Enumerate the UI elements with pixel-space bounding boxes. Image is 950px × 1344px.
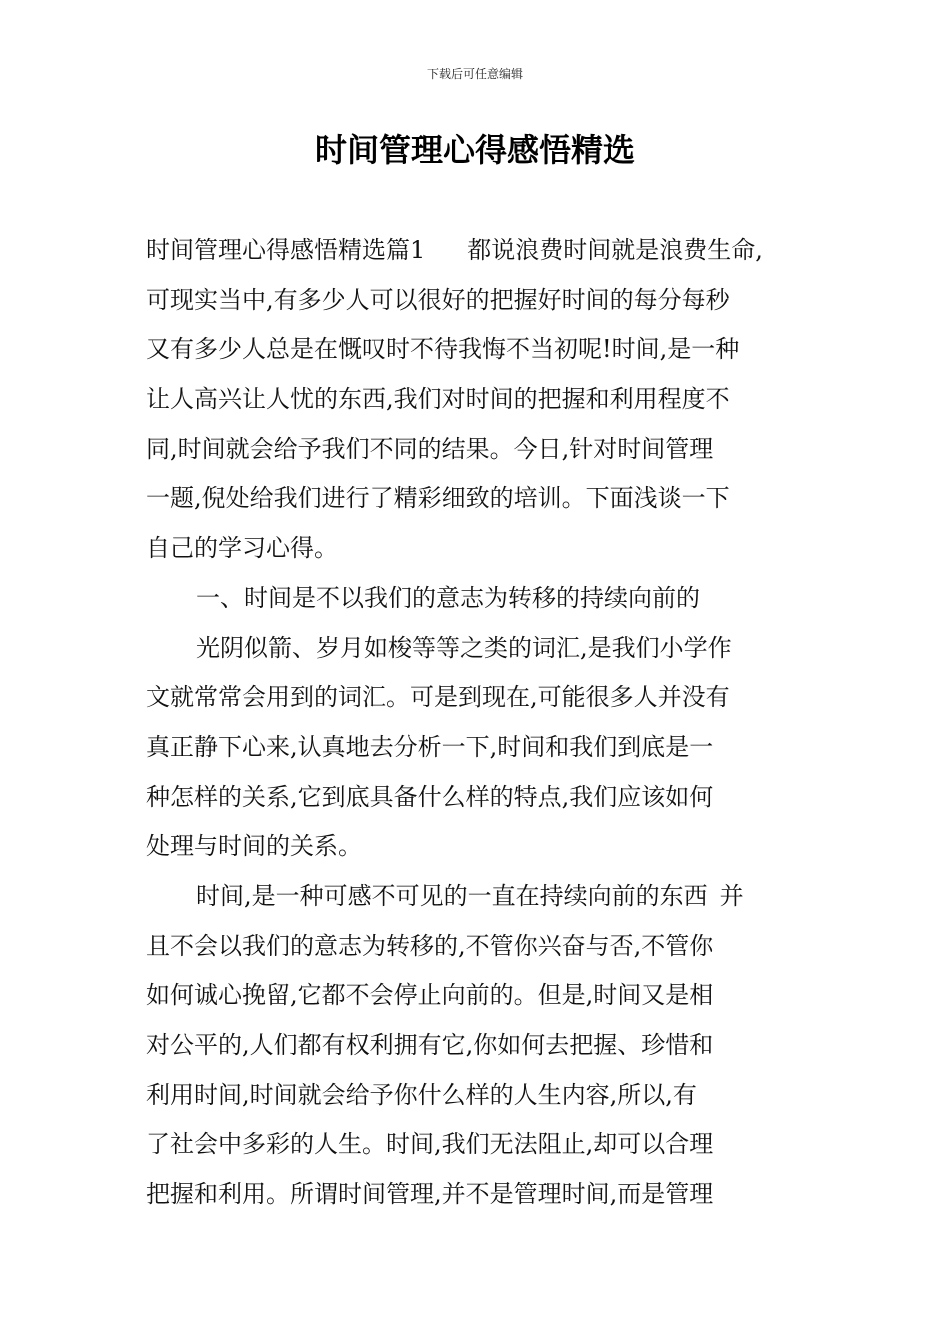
text-line: 光阴似箭、岁月如梭等等之类的词汇,是我们小学作 [196, 633, 732, 662]
text-line: 可现实当中,有多少人可以很好的把握好时间的每分每秒 [146, 285, 730, 314]
text-line [146, 226, 836, 276]
text-line: 种怎样的关系,它到底具备什么样的特点,我们应该如何 [146, 782, 714, 811]
header-note: 下载后可任意编辑 [426, 67, 523, 81]
text-line: 如何诚心挽留,它都不会停止向前的。但是,时间又是相 [146, 981, 714, 1010]
text-line: 真正静下心来,认真地去分析一下,时间和我们到底是一 [146, 732, 714, 761]
page-title: 时间管理心得感悟精选 [314, 131, 635, 169]
text-line [146, 872, 836, 922]
text-line: 且不会以我们的意志为转移的,不管你兴奋与否,不管你 [146, 931, 714, 960]
text-line: 把握和利用。所谓时间管理,并不是管理时间,而是管理 [146, 1180, 714, 1209]
text-line: 又有多少人总是在慨叹时不待我悔不当初呢!时间,是一种 [146, 335, 740, 364]
paragraph-text: 时间,是一种可感不可见的一直在持续向前的东西 [196, 881, 708, 910]
text-line: 利用时间,时间就会给予你什么样的人生内容,所以,有 [146, 1080, 697, 1109]
paragraph-text: 都说浪费时间就是浪费生命, [467, 236, 763, 264]
section-heading-inline: 时间管理心得感悟精选篇1 [146, 236, 426, 264]
text-line: 同,时间就会给予我们不同的结果。今日,针对时间管理 [146, 434, 714, 463]
text-line: 处理与时间的关系。 [146, 832, 362, 861]
text-line: 自己的学习心得。 [146, 534, 338, 563]
document-body [146, 226, 836, 1220]
paragraph-text: 并 [719, 881, 744, 910]
section-heading: 一、时间是不以我们的意志为转移的持续向前的 [196, 583, 700, 612]
text-line: 文就常常会用到的词汇。可是到现在,可能很多人并没有 [146, 683, 730, 712]
text-line: 一题,倪处给我们进行了精彩细致的培训。下面浅谈一下 [146, 484, 730, 513]
text-line: 让人高兴让人忧的东西,我们对时间的把握和利用程度不 [146, 385, 730, 414]
text-line: 对公平的,人们都有权利拥有它,你如何去把握、珍惜和 [146, 1031, 714, 1059]
text-line: 了社会中多彩的人生。时间,我们无法阻止,却可以合理 [146, 1130, 714, 1159]
